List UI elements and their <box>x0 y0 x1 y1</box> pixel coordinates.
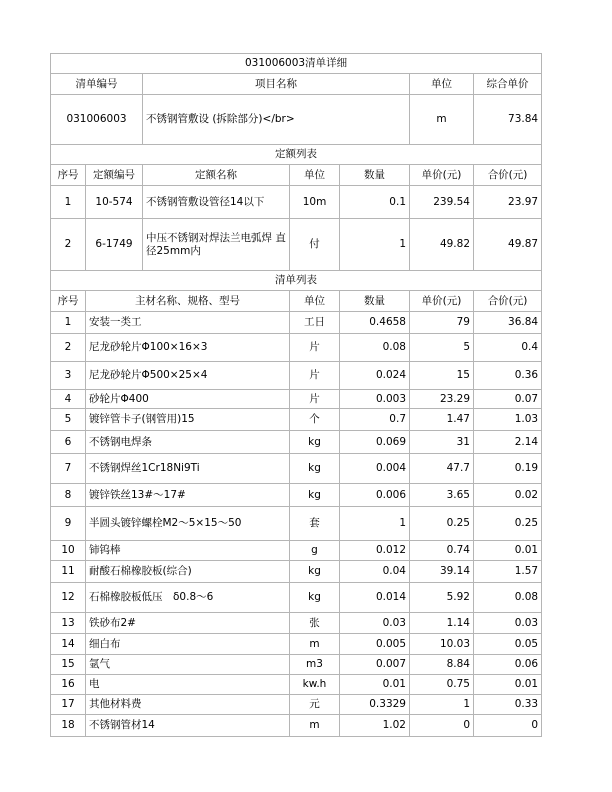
materials-section-title: 清单列表 <box>51 271 542 291</box>
material-qty: 0.04 <box>340 561 410 583</box>
material-name: 其他材料费 <box>86 695 290 715</box>
quota-price: 239.54 <box>410 186 474 219</box>
material-qty: 0.7 <box>340 409 410 431</box>
quota-header-price: 单价(元) <box>410 165 474 186</box>
material-price: 1.14 <box>410 613 474 634</box>
material-qty: 0.4658 <box>340 312 410 334</box>
material-no: 13 <box>51 613 86 634</box>
material-qty: 0.006 <box>340 484 410 507</box>
material-price: 15 <box>410 362 474 390</box>
material-no: 14 <box>51 634 86 655</box>
quota-unit: 10m <box>290 186 340 219</box>
material-price: 5.92 <box>410 583 474 613</box>
material-total: 0 <box>474 715 542 737</box>
material-total: 0.01 <box>474 675 542 695</box>
material-total: 0.05 <box>474 634 542 655</box>
material-unit: kw.h <box>290 675 340 695</box>
material-no: 6 <box>51 431 86 454</box>
material-unit: m3 <box>290 655 340 675</box>
quota-header-code: 定额编号 <box>86 165 143 186</box>
material-qty: 0.01 <box>340 675 410 695</box>
material-no: 7 <box>51 454 86 484</box>
material-no: 15 <box>51 655 86 675</box>
material-unit: 片 <box>290 390 340 409</box>
material-row <box>51 613 542 634</box>
material-price: 8.84 <box>410 655 474 675</box>
material-unit: m <box>290 715 340 737</box>
material-qty: 0.012 <box>340 541 410 561</box>
material-no: 18 <box>51 715 86 737</box>
material-row <box>51 675 542 695</box>
quota-section-title: 定额列表 <box>51 145 542 165</box>
material-no: 11 <box>51 561 86 583</box>
material-row <box>51 431 542 454</box>
material-qty: 0.069 <box>340 431 410 454</box>
quota-name: 中压不锈钢对焊法兰电弧焊 直径25mm内 <box>143 219 290 271</box>
material-price: 1.47 <box>410 409 474 431</box>
material-row <box>51 507 542 541</box>
material-total: 1.57 <box>474 561 542 583</box>
summary-unit: m <box>410 95 474 145</box>
material-unit: kg <box>290 431 340 454</box>
quota-qty: 1 <box>340 219 410 271</box>
material-name: 不锈钢焊丝1Cr18Ni9Ti <box>86 454 290 484</box>
material-no: 12 <box>51 583 86 613</box>
material-price: 10.03 <box>410 634 474 655</box>
material-name: 半圆头镀锌螺栓M2～5×15～50 <box>86 507 290 541</box>
material-qty: 0.014 <box>340 583 410 613</box>
material-total: 0.02 <box>474 484 542 507</box>
material-qty: 0.005 <box>340 634 410 655</box>
material-price: 0 <box>410 715 474 737</box>
material-qty: 1 <box>340 507 410 541</box>
material-name: 镀锌铁丝13#～17# <box>86 484 290 507</box>
materials-header-price: 单价(元) <box>410 291 474 312</box>
material-price: 23.29 <box>410 390 474 409</box>
material-unit: 张 <box>290 613 340 634</box>
summary-code: 031006003 <box>51 95 143 145</box>
summary-price: 73.84 <box>474 95 542 145</box>
summary-header-unit: 单位 <box>410 74 474 95</box>
material-no: 17 <box>51 695 86 715</box>
material-name: 氩气 <box>86 655 290 675</box>
material-total: 0.08 <box>474 583 542 613</box>
material-unit: kg <box>290 454 340 484</box>
materials-header-no: 序号 <box>51 291 86 312</box>
material-total: 0.36 <box>474 362 542 390</box>
material-price: 1 <box>410 695 474 715</box>
material-name: 不锈钢管材14 <box>86 715 290 737</box>
material-qty: 0.003 <box>340 390 410 409</box>
material-qty: 0.3329 <box>340 695 410 715</box>
quota-name: 不锈钢管敷设管径14以下 <box>143 186 290 219</box>
material-row <box>51 334 542 362</box>
detail-table <box>50 53 542 737</box>
material-total: 0.33 <box>474 695 542 715</box>
material-name: 电 <box>86 675 290 695</box>
material-row <box>51 484 542 507</box>
material-total: 0.06 <box>474 655 542 675</box>
material-row <box>51 409 542 431</box>
material-name: 砂轮片Φ400 <box>86 390 290 409</box>
material-total: 2.14 <box>474 431 542 454</box>
material-unit: kg <box>290 561 340 583</box>
material-no: 5 <box>51 409 86 431</box>
material-name: 铁砂布2# <box>86 613 290 634</box>
quota-unit: 付 <box>290 219 340 271</box>
material-row <box>51 715 542 737</box>
material-row <box>51 634 542 655</box>
material-row <box>51 541 542 561</box>
material-qty: 0.007 <box>340 655 410 675</box>
quota-qty: 0.1 <box>340 186 410 219</box>
materials-header-qty: 数量 <box>340 291 410 312</box>
material-total: 0.25 <box>474 507 542 541</box>
material-price: 0.25 <box>410 507 474 541</box>
material-row <box>51 312 542 334</box>
page-title: 031006003清单详细 <box>51 54 542 74</box>
quota-price: 49.82 <box>410 219 474 271</box>
material-price: 79 <box>410 312 474 334</box>
material-name: 尼龙砂轮片Φ500×25×4 <box>86 362 290 390</box>
material-unit: 个 <box>290 409 340 431</box>
material-total: 0.07 <box>474 390 542 409</box>
material-price: 39.14 <box>410 561 474 583</box>
quota-row <box>51 219 542 271</box>
summary-header-price: 综合单价 <box>474 74 542 95</box>
material-qty: 0.004 <box>340 454 410 484</box>
material-no: 2 <box>51 334 86 362</box>
quota-code: 6-1749 <box>86 219 143 271</box>
material-unit: kg <box>290 484 340 507</box>
material-no: 3 <box>51 362 86 390</box>
material-price: 0.74 <box>410 541 474 561</box>
material-total: 0.19 <box>474 454 542 484</box>
material-row <box>51 655 542 675</box>
material-price: 5 <box>410 334 474 362</box>
material-name: 不锈钢电焊条 <box>86 431 290 454</box>
material-no: 9 <box>51 507 86 541</box>
quota-no: 2 <box>51 219 86 271</box>
quota-header-total: 合价(元) <box>474 165 542 186</box>
quota-header-no: 序号 <box>51 165 86 186</box>
material-price: 0.75 <box>410 675 474 695</box>
summary-header-name: 项目名称 <box>143 74 410 95</box>
material-unit: g <box>290 541 340 561</box>
material-name: 耐酸石棉橡胶板(综合) <box>86 561 290 583</box>
material-name: 尼龙砂轮片Φ100×16×3 <box>86 334 290 362</box>
summary-name: 不锈钢管敷设 (拆除部分)</br> <box>143 95 410 145</box>
quota-header-unit: 单位 <box>290 165 340 186</box>
material-name: 石棉橡胶板低压 δ0.8～6 <box>86 583 290 613</box>
material-no: 16 <box>51 675 86 695</box>
summary-header-code: 清单编号 <box>51 74 143 95</box>
material-row <box>51 362 542 390</box>
material-qty: 0.03 <box>340 613 410 634</box>
material-row <box>51 454 542 484</box>
material-total: 0.4 <box>474 334 542 362</box>
material-row <box>51 583 542 613</box>
materials-header-unit: 单位 <box>290 291 340 312</box>
material-qty: 0.08 <box>340 334 410 362</box>
material-name: 细白布 <box>86 634 290 655</box>
material-row <box>51 695 542 715</box>
material-name: 镀锌管卡子(钢管用)15 <box>86 409 290 431</box>
material-no: 1 <box>51 312 86 334</box>
material-total: 0.01 <box>474 541 542 561</box>
material-total: 36.84 <box>474 312 542 334</box>
material-row <box>51 390 542 409</box>
quota-total: 23.97 <box>474 186 542 219</box>
material-unit: 元 <box>290 695 340 715</box>
material-unit: 片 <box>290 362 340 390</box>
material-price: 31 <box>410 431 474 454</box>
quota-total: 49.87 <box>474 219 542 271</box>
quota-code: 10-574 <box>86 186 143 219</box>
material-qty: 0.024 <box>340 362 410 390</box>
material-unit: 工日 <box>290 312 340 334</box>
material-no: 8 <box>51 484 86 507</box>
quota-no: 1 <box>51 186 86 219</box>
material-qty: 1.02 <box>340 715 410 737</box>
material-name: 安装一类工 <box>86 312 290 334</box>
material-price: 3.65 <box>410 484 474 507</box>
materials-header-name: 主材名称、规格、型号 <box>86 291 290 312</box>
quota-header-name: 定额名称 <box>143 165 290 186</box>
material-price: 47.7 <box>410 454 474 484</box>
material-total: 0.03 <box>474 613 542 634</box>
material-row <box>51 561 542 583</box>
material-unit: 片 <box>290 334 340 362</box>
quota-row <box>51 186 542 219</box>
materials-header-total: 合价(元) <box>474 291 542 312</box>
material-no: 4 <box>51 390 86 409</box>
material-no: 10 <box>51 541 86 561</box>
material-total: 1.03 <box>474 409 542 431</box>
material-name: 铈钨棒 <box>86 541 290 561</box>
material-unit: 套 <box>290 507 340 541</box>
material-unit: kg <box>290 583 340 613</box>
material-unit: m <box>290 634 340 655</box>
quota-header-qty: 数量 <box>340 165 410 186</box>
